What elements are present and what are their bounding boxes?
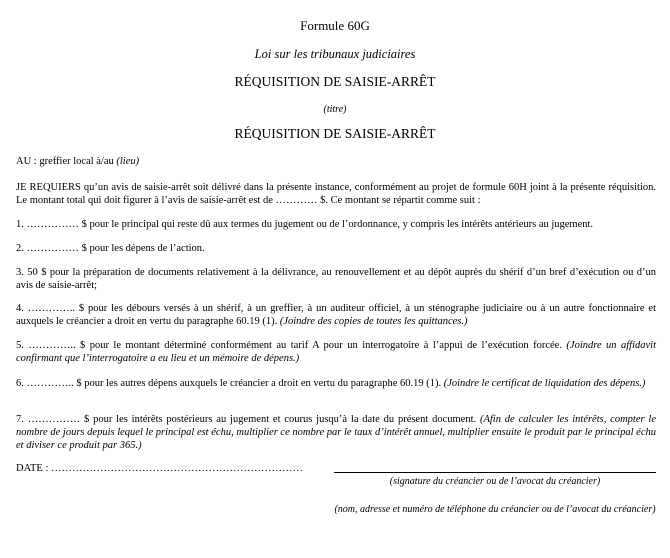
item-2-text: 2. …………… $ pour les dépens de l’action. [16, 243, 205, 254]
item-4 [16, 302, 656, 328]
item-1-text: 1. …………… $ pour le principal qui reste dû aux termes du jugement ou de l’ordonnance, y compris les intérêts antérieurs au jugement. [16, 219, 594, 230]
request-paragraph: JE REQUIERS qu’un avis de saisie-arrêt soit délivré dans la présente instance, conformément au projet de formule 60H joint à la présente réquisition. Le montant total qui doit figurer à l’avis de saisie-arrêt est de ………… $. Ce montant se répartit comme suit : [16, 182, 656, 206]
item-5-text: 5. ………….. $ pour le montant déterminé conformément au tarif A pour un interrogatoire à l’appui de l’exécution forcée. [16, 340, 567, 351]
item-3-text: 3. 50 $ pour la préparation de documents relativement à la délivrance, au renouvellement et au dépôt auprès du shérif d’un bref d’exécution ou d’un avis de saisie-arrêt; [16, 267, 656, 291]
signature-line [334, 472, 656, 473]
addressee-line [16, 155, 656, 168]
item-4-note: (Joindre des copies de toutes les quittances.) [279, 316, 468, 327]
item-6-text: 6. ………….. $ pour les autres dépens auxquels le créancier a droit en vertu du paragraphe 60.19 (1). [16, 378, 444, 389]
signature-caption: (signature du créancier ou de l’avocat du créancier) [389, 476, 601, 487]
act-title: Loi sur les tribunaux judiciaires [254, 47, 416, 61]
form-heading: RÉQUISITION DE SAISIE-ARRÊT [234, 74, 436, 89]
form-number: Formule 60G [300, 18, 370, 33]
item-6-note: (Joindre le certificat de liquidation des dépens.) [443, 378, 646, 389]
item-2 [16, 242, 656, 255]
item-3 [16, 266, 656, 292]
date-line: DATE : ……………………………………………………………… [16, 463, 303, 474]
item-5 [16, 339, 656, 365]
address-caption: (nom, adresse et numéro de téléphone du créancier ou de l’avocat du créancier) [334, 504, 656, 515]
item-1 [16, 218, 656, 231]
item-4-text: 4. ………….. $ pour les débours versés à un shérif, à un greffier, à un auditeur officiel, à un sténographe judiciaire ou à un autre fonctionnaire et auxquels le créancier a droit en vertu du paragraphe 60.19 (1). [16, 303, 656, 327]
item-7-note: (Afin de calculer les intérêts, compter le nombre de jours depuis lequel le principal est échu, multiplier ce nombre par le taux d’intérêt annuel, multiplier ensuite le produit par le principal échu et diviser ce produit par 365.) [16, 414, 656, 451]
item-6 [16, 377, 656, 390]
item-7-text: 7. …………… $ pour les intérêts postérieurs au jugement et courus jusqu’à la date du présent document. [16, 414, 480, 425]
addressee-label: AU : greffier local à/au [16, 156, 117, 167]
proceeding-title: RÉQUISITION DE SAISIE-ARRÊT [234, 126, 436, 141]
title-caption: (titre) [323, 104, 347, 115]
item-5-note: (Joindre un affidavit confirmant que l’interrogatoire a eu lieu et un mémoire de dépens.) [16, 340, 656, 364]
addressee-place: (lieu) [116, 156, 140, 167]
item-7 [16, 413, 656, 452]
